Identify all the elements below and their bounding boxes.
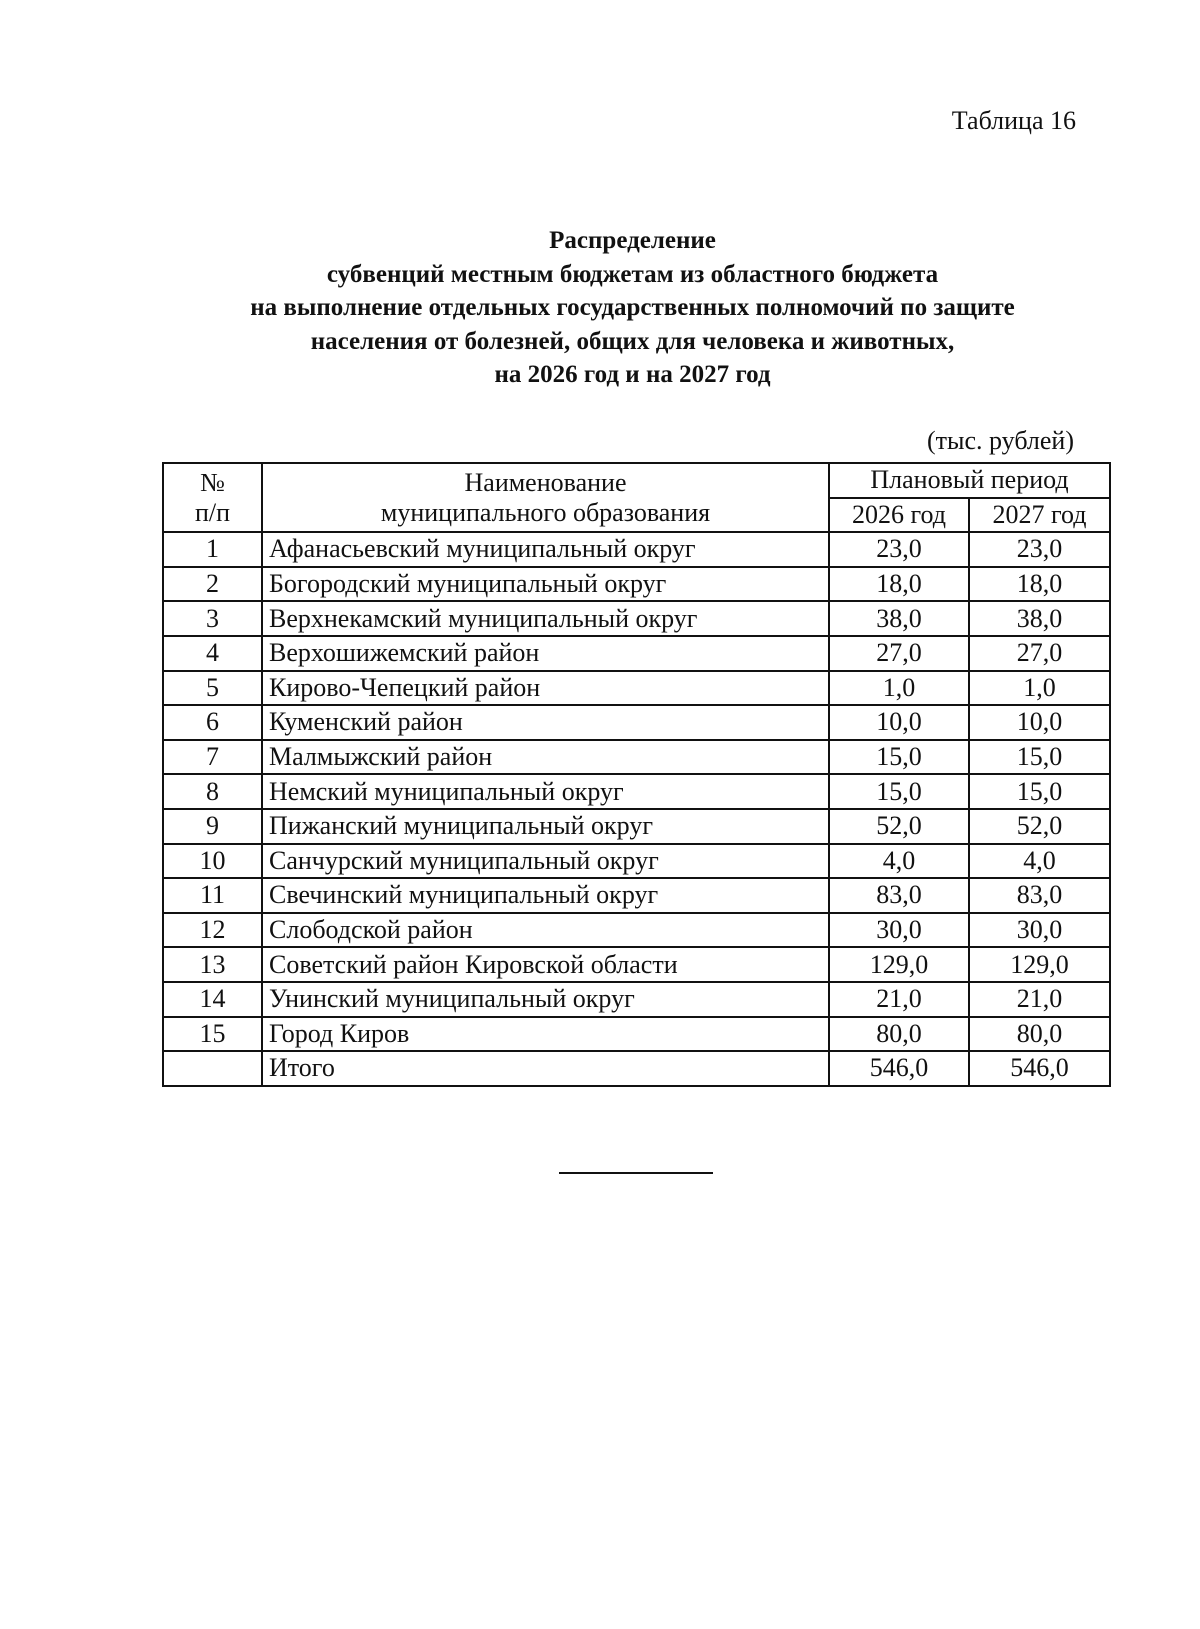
row-municipality: Куменский район — [262, 705, 829, 740]
row-value-2026: 83,0 — [829, 878, 969, 913]
row-value-2027: 15,0 — [969, 740, 1110, 775]
table-row — [163, 532, 1110, 567]
row-value-2026: 21,0 — [829, 982, 969, 1017]
row-municipality: Унинский муниципальный округ — [262, 982, 829, 1017]
table-row — [163, 878, 1110, 913]
table-row — [163, 740, 1110, 775]
row-municipality: Санчурский муниципальный округ — [262, 844, 829, 879]
row-number: 12 — [163, 913, 262, 948]
document-title — [0, 224, 1200, 392]
header-name-line1: Наименование — [464, 467, 627, 497]
table-row — [163, 671, 1110, 706]
row-number: 2 — [163, 567, 262, 602]
table-row — [163, 636, 1110, 671]
header-year-2026: 2026 год — [829, 498, 969, 533]
title-line: на выполнение отдельных государственных полномочий по защите — [250, 294, 1015, 321]
table-row — [163, 844, 1110, 879]
header-year-2027: 2027 год — [969, 498, 1110, 533]
closing-rule — [559, 1172, 713, 1174]
table-label: Таблица 16 — [951, 106, 1076, 135]
row-value-2027: 80,0 — [969, 1017, 1110, 1052]
row-municipality: Город Киров — [262, 1017, 829, 1052]
row-value-2026: 52,0 — [829, 809, 969, 844]
table-row — [163, 567, 1110, 602]
header-period: Плановый период — [829, 463, 1110, 498]
table-row — [163, 809, 1110, 844]
subvention-table — [162, 462, 1111, 1087]
row-value-2027: 83,0 — [969, 878, 1110, 913]
row-number: 6 — [163, 705, 262, 740]
row-number: 3 — [163, 601, 262, 636]
total-row — [163, 1051, 1110, 1086]
table-body — [163, 463, 1110, 1086]
title-line: на 2026 год и на 2027 год — [494, 361, 771, 388]
row-municipality: Свечинский муниципальный округ — [262, 878, 829, 913]
row-value-2026: 23,0 — [829, 532, 969, 567]
total-number-empty — [163, 1051, 262, 1086]
row-value-2026: 27,0 — [829, 636, 969, 671]
title-line: населения от болезней, общих для человека и животных, — [310, 327, 955, 355]
row-value-2026: 80,0 — [829, 1017, 969, 1052]
row-number: 15 — [163, 1017, 262, 1052]
title-line: Распределение — [549, 227, 716, 254]
row-number: 14 — [163, 982, 262, 1017]
table-row — [163, 982, 1110, 1017]
row-value-2027: 1,0 — [969, 671, 1110, 706]
table-row — [163, 774, 1110, 809]
table-row — [163, 947, 1110, 982]
row-number: 11 — [163, 878, 262, 913]
row-value-2026: 1,0 — [829, 671, 969, 706]
row-number: 1 — [163, 532, 262, 567]
table-row — [163, 601, 1110, 636]
row-value-2027: 38,0 — [969, 601, 1110, 636]
row-municipality: Малмыжский район — [262, 740, 829, 775]
row-number: 9 — [163, 809, 262, 844]
row-value-2027: 129,0 — [969, 947, 1110, 982]
row-value-2026: 15,0 — [829, 740, 969, 775]
header-number-line1: № — [200, 467, 225, 497]
row-value-2026: 30,0 — [829, 913, 969, 948]
row-value-2026: 18,0 — [829, 567, 969, 602]
total-label: Итого — [262, 1051, 829, 1086]
row-municipality: Афанасьевский муниципальный округ — [262, 532, 829, 567]
row-value-2026: 38,0 — [829, 601, 969, 636]
row-value-2027: 23,0 — [969, 532, 1110, 567]
row-value-2026: 4,0 — [829, 844, 969, 879]
row-value-2027: 18,0 — [969, 567, 1110, 602]
total-2027: 546,0 — [969, 1051, 1110, 1086]
row-value-2026: 15,0 — [829, 774, 969, 809]
row-municipality: Слободской район — [262, 913, 829, 948]
row-value-2026: 129,0 — [829, 947, 969, 982]
row-number: 10 — [163, 844, 262, 879]
header-number — [163, 463, 262, 532]
title-line: субвенций местным бюджетам из областного бюджета — [326, 260, 939, 288]
row-municipality: Богородский муниципальный округ — [262, 567, 829, 602]
row-number: 5 — [163, 671, 262, 706]
row-value-2027: 4,0 — [969, 844, 1110, 879]
header-number-line2: п/п — [194, 497, 231, 527]
row-municipality: Пижанский муниципальный округ — [262, 809, 829, 844]
table-row — [163, 913, 1110, 948]
header-name-line2: муниципального образования — [380, 497, 711, 527]
row-value-2027: 15,0 — [969, 774, 1110, 809]
row-municipality: Советский район Кировской области — [262, 947, 829, 982]
table-row — [163, 705, 1110, 740]
row-number: 7 — [163, 740, 262, 775]
row-municipality: Кирово-Чепецкий район — [262, 671, 829, 706]
header-name — [262, 463, 829, 532]
row-value-2027: 52,0 — [969, 809, 1110, 844]
row-number: 8 — [163, 774, 262, 809]
total-2026: 546,0 — [829, 1051, 969, 1086]
row-value-2027: 27,0 — [969, 636, 1110, 671]
row-value-2027: 21,0 — [969, 982, 1110, 1017]
row-value-2027: 10,0 — [969, 705, 1110, 740]
row-municipality: Немский муниципальный округ — [262, 774, 829, 809]
table-row — [163, 1017, 1110, 1052]
row-municipality: Верхошижемский район — [262, 636, 829, 671]
units-label: (тыс. рублей) — [926, 426, 1074, 455]
row-number: 4 — [163, 636, 262, 671]
header-row — [163, 463, 1110, 498]
row-value-2026: 10,0 — [829, 705, 969, 740]
row-number: 13 — [163, 947, 262, 982]
row-municipality: Верхнекамский муниципальный округ — [262, 601, 829, 636]
row-value-2027: 30,0 — [969, 913, 1110, 948]
